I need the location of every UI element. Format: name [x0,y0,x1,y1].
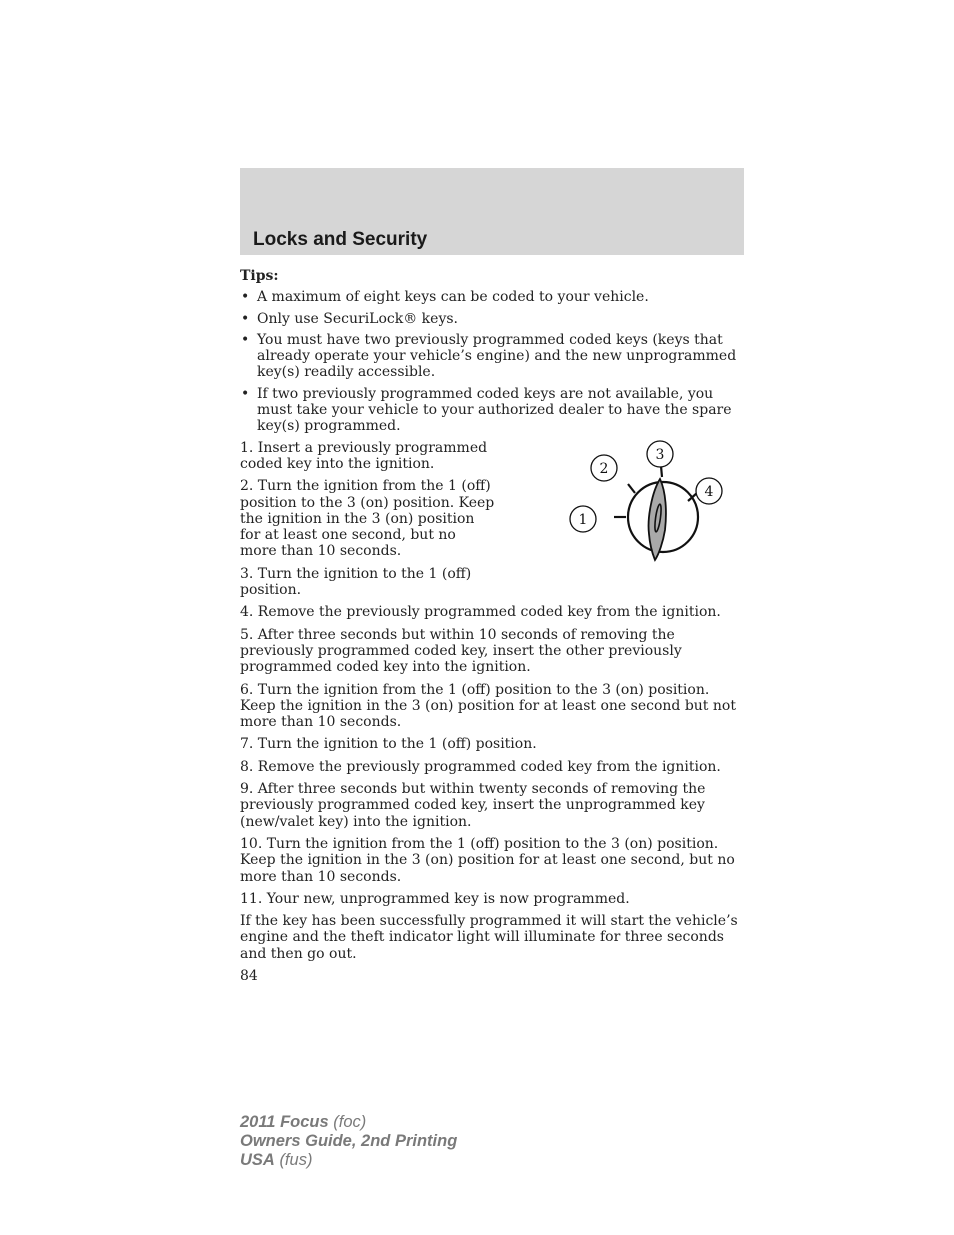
tip-item: • If two previously programmed coded keys are not available, you must take your vehicle to your authorized dealer to have the spare key(s) programmed. [240,386,746,435]
steps-with-figure [240,440,746,605]
page-content [240,268,746,984]
step-item: 6. Turn the ignition from the 1 (off) position to the 3 (on) position. Keep the ignition in the 3 (on) position for at least one second but not more than 10 seconds. [240,681,736,731]
ignition-diagram [496,440,746,570]
step-item: 2. Turn the ignition from the 1 (off) position to the 3 (on) position. Keep the ignition in the 3 (on) position for at least one second, but no more than 10 seconds. [240,478,495,560]
footer-market-code: (fus) [279,1151,313,1169]
tip-item: • Only use SecuriLock® keys. [240,311,746,327]
position-label: 1 [578,511,588,528]
tip-item: • You must have two previously programmed coded keys (keys that already operate your vehicle’s engine) and the new unprogrammed key(s) readily accessible. [240,332,746,381]
step-item: 4. Remove the previously programmed coded key from the ignition. [240,604,721,621]
section-title: Locks and Security [253,229,428,250]
position-tick-2 [628,484,635,493]
step-item: 11. Your new, unprogrammed key is now programmed. [240,890,630,907]
step-item: 9. After three seconds but within twenty seconds of removing the previously programmed coded key, insert the unprogrammed key (new/valet key) into the ignition. [240,781,706,830]
document-footer [240,1113,457,1170]
footer-edition: Owners Guide, 2nd Printing [240,1132,458,1150]
footer-line-2 [240,1132,457,1151]
footer-line-1 [240,1113,457,1132]
step-item: 10. Turn the ignition from the 1 (off) position to the 3 (on) position. Keep the ignition in the 3 (on) position for at least one second, but no more than 10 seconds. [240,835,735,885]
footer-model: 2011 Focus [240,1113,329,1131]
steps-column [240,440,496,605]
step-item: 7. Turn the ignition to the 1 (off) position. [240,736,537,753]
footer-model-code: (foc) [333,1113,367,1131]
step-item: 3. Turn the ignition to the 1 (off) position. [240,565,472,599]
page-number: 84 [240,967,258,984]
position-label: 4 [704,483,714,500]
footer-market: USA [240,1151,275,1169]
tip-item: • A maximum of eight keys can be coded to your vehicle. [240,289,746,305]
step-item: 1. Insert a previously programmed coded key into the ignition. [240,439,488,472]
section-header-band [240,168,744,255]
position-label: 3 [655,446,665,463]
footer-line-3 [240,1151,457,1170]
tips-heading: Tips: [240,268,279,284]
position-label: 2 [599,460,609,477]
closing-paragraph: If the key has been successfully programmed it will start the vehicle’s engine and the theft indicator light will illuminate for three seconds and then go out. [240,913,738,962]
step-item: 5. After three seconds but within 10 seconds of removing the previously programmed coded key, insert the other previously programmed coded key into the ignition. [240,626,682,676]
step-item: 8. Remove the previously programmed coded key from the ignition. [240,758,721,775]
tips-list [240,289,746,434]
position-tick-3 [661,466,662,477]
ignition-diagram-svg [556,436,756,566]
